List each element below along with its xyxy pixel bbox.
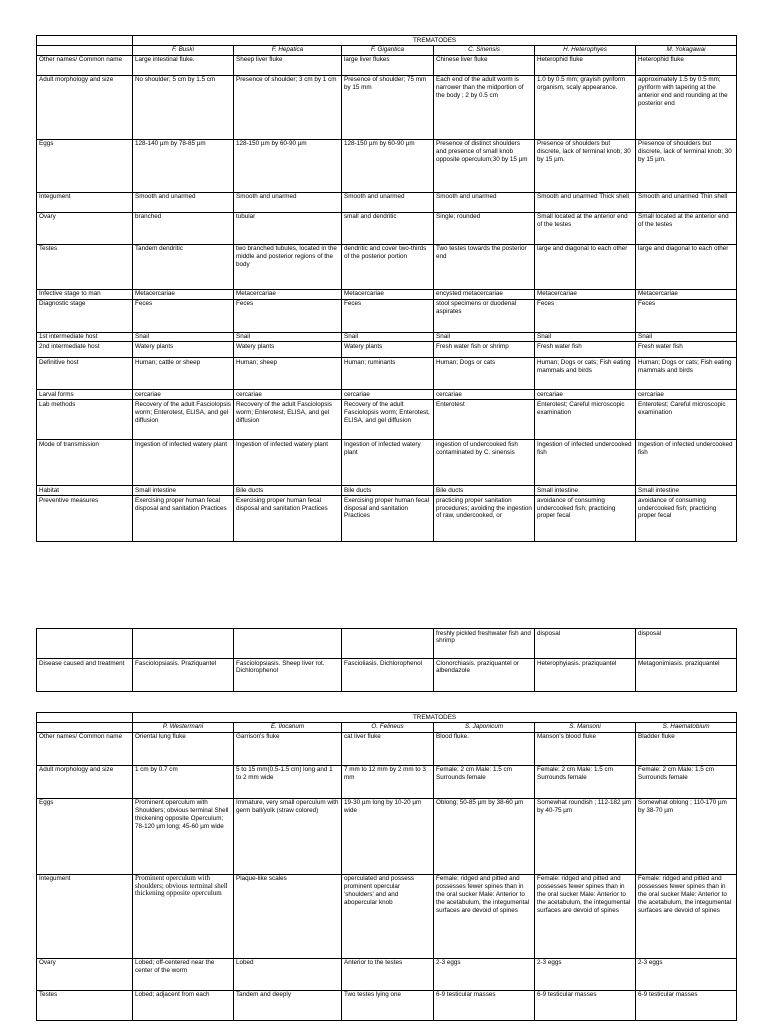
table-cell: Prominent operculum with Shoulders; obvious terminal Shell thickening opposite Operculum; 78-120 µm long; 45-60 µm wide (133, 798, 234, 874)
table-cell: Watery plants (133, 342, 234, 358)
table-cell: Enterotest; Careful microscopic examination (535, 400, 636, 440)
table-cell: Small intestine (133, 486, 234, 496)
table-cell: small and dendritic (342, 212, 434, 244)
table-cell: Large intestinal fluke. (133, 55, 234, 75)
row-label: Habitat (37, 486, 133, 496)
table-row (37, 212, 737, 244)
table-row (37, 400, 737, 440)
table-cell: Ingestion of infected undercooked fish (636, 440, 737, 486)
table-cell: avoidance of consuming undercooked fish; practicing proper fecal (636, 496, 737, 542)
row-label: Testes (37, 990, 133, 1020)
trematodes-table-2 (36, 712, 737, 1021)
table-cell: Two testes lying one (342, 990, 434, 1020)
row-label: Adult morphology and size (37, 75, 133, 139)
table-row (37, 289, 737, 299)
table-cell: Feces (342, 299, 434, 332)
table-cell: Ingestion of infected watery plant (133, 440, 234, 486)
table-cell: Metacercariae (342, 289, 434, 299)
trematodes-table-continuation (36, 628, 737, 692)
table-cell: Recovery of the adult Fasciolopsis worm; Enterotest, ELISA, and gel diffusion (234, 400, 342, 440)
table-cell: Feces (535, 299, 636, 332)
table-cell: Tandem and deeply (234, 990, 342, 1020)
species-header: S. Haematobium (636, 722, 737, 732)
row-label: Eggs (37, 139, 133, 192)
table-cell: Garrison's fluke (234, 732, 342, 765)
table-row (37, 55, 737, 75)
table-cell: Exercising proper human fecal disposal and sanitation Practices (342, 496, 434, 542)
table-row (37, 659, 737, 692)
row-label: Integument (37, 874, 133, 958)
table-cell: Lobed (234, 958, 342, 990)
table-row (37, 390, 737, 400)
table-cell: Smooth and unarmed Thin shell (636, 192, 737, 212)
table-cell: Presence of shoulders but discrete, lack of terminal knob; 30 by 15 µm. (636, 139, 737, 192)
table-cell: Chinese liver fluke (434, 55, 535, 75)
row-label: Ovary (37, 958, 133, 990)
row-label: Ovary (37, 212, 133, 244)
table-cell: Metacercariae (636, 289, 737, 299)
row-label: Diagnostic stage (37, 299, 133, 332)
row-label: Other names/ Common name (37, 732, 133, 765)
row-label: Other names/ Common name (37, 55, 133, 75)
table-cell: 6-9 testicular masses (636, 990, 737, 1020)
table-cell: Female: 2 cm Male: 1.5 cm Surrounds female (636, 765, 737, 798)
species-header: S. Japonicum (434, 722, 535, 732)
table-cell: disposal (636, 629, 737, 659)
row-label: Adult morphology and size (37, 765, 133, 798)
table-cell: Ingestion of infected undercooked fish (535, 440, 636, 486)
table-cell: cercariae (434, 390, 535, 400)
row-label: 2nd intermediate host (37, 342, 133, 358)
table-cell: Manson's blood fluke (535, 732, 636, 765)
species-header: F. Gigantica (342, 45, 434, 55)
table-cell: Fasciolopsiasis. Praziquantel (133, 659, 234, 692)
table-cell: Feces (234, 299, 342, 332)
table-row (37, 192, 737, 212)
table-cell: Feces (133, 299, 234, 332)
table-cell: Human; Dogs or cats (434, 358, 535, 390)
table-cell: Oriental lung fluke (133, 732, 234, 765)
table-cell (234, 629, 342, 659)
table-row (37, 342, 737, 358)
species-header: M. Yokagawai (636, 45, 737, 55)
row-label: Definitive host (37, 358, 133, 390)
table-cell: Human; sheep (234, 358, 342, 390)
table-cell: Watery plants (342, 342, 434, 358)
table-cell: Bile ducts (234, 486, 342, 496)
table-cell: 2-3 eggs (434, 958, 535, 990)
table-cell: large liver flukes (342, 55, 434, 75)
table-cell: Somewhat roundish ; 112-182 µm by 40-75 µm (535, 798, 636, 874)
table-cell: Metacercariae (234, 289, 342, 299)
table-cell: cercariae (234, 390, 342, 400)
table-cell: 1.0 by 0.5 mm; grayish pyriform organism, scaly appearance. (535, 75, 636, 139)
table-cell: Snail (434, 332, 535, 342)
trematodes-table-1 (36, 35, 737, 542)
row-label: Larval forms (37, 390, 133, 400)
table-row (37, 732, 737, 765)
table-cell: approximately 1.5 by 0.5 mm; pyriform with tapering at the anterior end and rounding at the posterior end (636, 75, 737, 139)
species-header: F. Buski (133, 45, 234, 55)
table-cell: Tandem dendritic (133, 244, 234, 289)
table-cell (342, 629, 434, 659)
table-cell: ingestion of undercooked fish contaminated by C. sinensis (434, 440, 535, 486)
table-cell: Enterotest (434, 400, 535, 440)
table-cell: Female: 2 cm Male: 1.5 cm Surrounds female (434, 765, 535, 798)
row-label (37, 629, 133, 659)
table-cell: Small located at the anterior end of the testes (636, 212, 737, 244)
table-cell: Prominent operculum with shoulders; obvious terminal shell thickening opposite operculum (133, 874, 234, 958)
table-cell: large and diagonal to each other (636, 244, 737, 289)
table-cell: disposal (535, 629, 636, 659)
row-label: Integument (37, 192, 133, 212)
table-cell: Exercising proper human fecal disposal and sanitation Practices (234, 496, 342, 542)
table-cell: Fresh water fish or shrimp (434, 342, 535, 358)
table-cell: Bile ducts (342, 486, 434, 496)
table-cell: encysted metacercariae (434, 289, 535, 299)
table-cell: Snail (234, 332, 342, 342)
table-row (37, 798, 737, 874)
table-cell: 2-3 eggs (535, 958, 636, 990)
row-label: Lab methods (37, 400, 133, 440)
table-cell: practicing proper sanitation procedures; avoiding the ingestion of raw, undercooked, or (434, 496, 535, 542)
table-row (37, 958, 737, 990)
table-cell: Plaque-like scales (234, 874, 342, 958)
table-cell: tubular (234, 212, 342, 244)
table-cell: cercariae (535, 390, 636, 400)
table-cell: 128-150 µm by 60-90 µm (342, 139, 434, 192)
table-cell: Clonorchiasis. praziquantel or albendazole (434, 659, 535, 692)
table-cell: 128-140 µm by 78-85 µm (133, 139, 234, 192)
table-cell: Recovery of the adult Fasciolopsis worm; Enterotest, ELISA, and gel diffusion (133, 400, 234, 440)
row-label: Disease caused and treatment (37, 659, 133, 692)
table-cell: Female: ridged and pitted and possesses fewer spines than in the oral sucker Male: Anterior to the acetabulum, the integumental surfaces are devoid of spines (535, 874, 636, 958)
row-label: Infective stage to man (37, 289, 133, 299)
table-row (37, 765, 737, 798)
table-cell: Small located at the anterior end of the testes (535, 212, 636, 244)
table-cell: Heterophid fluke (535, 55, 636, 75)
table-cell: Fresh water fish (636, 342, 737, 358)
corner-cell (37, 45, 133, 55)
table-cell: Watery plants (234, 342, 342, 358)
table-cell: Metagonimiasis. praziquantel (636, 659, 737, 692)
group-header-row (37, 36, 737, 46)
table-cell: Oblong; 50-85 µm by 38-60 µm (434, 798, 535, 874)
corner-cell (37, 713, 133, 723)
table-cell: Fasciolopsiasis. Sheep liver rot. Dichlorophenol (234, 659, 342, 692)
table-cell: Heterophyiasis. praziquantel (535, 659, 636, 692)
table-cell: Blood fluke. (434, 732, 535, 765)
table-cell: Smooth and unarmed (434, 192, 535, 212)
table-cell: Each end of the adult worm is narrower than the midportion of the body ; 2 by 0.5 cm (434, 75, 535, 139)
table-cell: Lobed; off-centered near the center of the worm (133, 958, 234, 990)
table-cell: Ingestion of infected watery plant (342, 440, 434, 486)
table-cell: Small intestine (535, 486, 636, 496)
table-cell: Human; Dogs or cats; Fish eating mammals and birds (636, 358, 737, 390)
table-row (37, 332, 737, 342)
species-header: O. Felineus (342, 722, 434, 732)
species-header: C. Sinensis (434, 45, 535, 55)
table-cell: 6-9 testicular masses (434, 990, 535, 1020)
row-label: Mode of transmission (37, 440, 133, 486)
table-cell: Smooth and unarmed (133, 192, 234, 212)
table-row (37, 629, 737, 659)
table-cell: Presence of shoulder; 75 mm by 15 mm (342, 75, 434, 139)
table-cell: Human; Dogs or cats; Fish eating mammals and birds (535, 358, 636, 390)
table-cell: Enterotest; Careful microscopic examination (636, 400, 737, 440)
table-cell: Single; rounded (434, 212, 535, 244)
table-cell: Female: 2 cm Male: 1.5 cm Surrounds female (535, 765, 636, 798)
table-cell: cercariae (342, 390, 434, 400)
table-row (37, 299, 737, 332)
table-row (37, 496, 737, 542)
table-cell: branched (133, 212, 234, 244)
table-cell: Sheep liver fluke (234, 55, 342, 75)
group-header: TREMATODES (133, 36, 737, 46)
row-label: Testes (37, 244, 133, 289)
table-cell: Metacercariae (133, 289, 234, 299)
table-cell: Smooth and unarmed (342, 192, 434, 212)
table-cell: Human; cattle or sheep (133, 358, 234, 390)
table-cell: 2-3 eggs (636, 958, 737, 990)
group-header: TREMATODES (133, 713, 737, 723)
table-cell: Smooth and unarmed (234, 192, 342, 212)
table-cell: Feces (636, 299, 737, 332)
table-cell: cercariae (636, 390, 737, 400)
row-label: 1st intermediate host (37, 332, 133, 342)
table-cell: No shoulder; 5 cm by 1.5 cm (133, 75, 234, 139)
table-cell: Metacercariae (535, 289, 636, 299)
table-cell: Female: ridged and pitted and possesses fewer spines than in the oral sucker Male: Anterior to the acetabulum, the integumental surfaces are devoid of spines (636, 874, 737, 958)
table-cell: Smooth and unarmed Thick shell (535, 192, 636, 212)
table-cell: Female: ridged and pitted and possesses fewer spines than in the oral sucker Male: Anterior to the acetabulum, the integumental surfaces are devoid of spines (434, 874, 535, 958)
table-cell: 1 cm by 0.7 cm (133, 765, 234, 798)
table-cell: Human; ruminants (342, 358, 434, 390)
table-cell: 7 mm to 12 mm by 2 mm to 3 mm (342, 765, 434, 798)
table-cell: Bladder fluke (636, 732, 737, 765)
table-cell: Exercising proper human fecal disposal and sanitation Practices (133, 496, 234, 542)
row-label: Preventive measures (37, 496, 133, 542)
species-header-row (37, 45, 737, 55)
table-cell: Fascioliasis. Dichlorophenol (342, 659, 434, 692)
group-header-row (37, 713, 737, 723)
table-cell: Lobed; adjacent from each (133, 990, 234, 1020)
table-cell: cercariae (133, 390, 234, 400)
species-header: H. Heterophyes (535, 45, 636, 55)
table-row (37, 486, 737, 496)
table-row (37, 358, 737, 390)
species-header: P. Westermani (133, 722, 234, 732)
table-cell: Immature, very small operculum with germ ball/yolk (straw colored) (234, 798, 342, 874)
table-cell: cat liver fluke (342, 732, 434, 765)
table-cell: 128-150 µm by 60-90 µm (234, 139, 342, 192)
table-cell: operculated and possess prominent opercular 'shoulders' and and abopercular knob (342, 874, 434, 958)
corner-cell (37, 722, 133, 732)
table-row (37, 244, 737, 289)
table-cell: avoidance of consuming undercooked fish; practicing proper fecal (535, 496, 636, 542)
table-row (37, 75, 737, 139)
table-cell: two branched tubules, located in the middle and posterior regions of the body (234, 244, 342, 289)
species-header: F. Hepatica (234, 45, 342, 55)
species-header: S. Mansoni (535, 722, 636, 732)
table-cell: large and diagonal to each other (535, 244, 636, 289)
table-cell: Small intestine (636, 486, 737, 496)
table-row (37, 440, 737, 486)
table-cell: Ingestion of infected watery plant (234, 440, 342, 486)
table-cell: Presence of distinct shoulders and presence of small knob opposite operculum;30 by 15 µm (434, 139, 535, 192)
table-cell: Presence of shoulder; 3 cm by 1 cm (234, 75, 342, 139)
table-cell: Snail (636, 332, 737, 342)
table-row (37, 874, 737, 958)
table-cell: stool specimens or duodenal aspirates (434, 299, 535, 332)
table-cell: Somewhat oblong ; 110-170 µm by 38-70 µm (636, 798, 737, 874)
table-cell: Two testes towards the posterior end (434, 244, 535, 289)
table-cell: freshly pickled freshwater fish and shrimp (434, 629, 535, 659)
table-cell (133, 629, 234, 659)
table-row (37, 990, 737, 1020)
table-cell: Snail (342, 332, 434, 342)
table-cell: 19-30 µm long by 10-20 µm wide (342, 798, 434, 874)
table-cell: Heterophid fluke (636, 55, 737, 75)
table-cell: Snail (535, 332, 636, 342)
species-header-row (37, 722, 737, 732)
species-header: E. Ilocanum (234, 722, 342, 732)
corner-cell (37, 36, 133, 46)
table-cell: dendritic and cover two-thirds of the posterior portion (342, 244, 434, 289)
table-cell: Bile ducts (434, 486, 535, 496)
table-cell: 6-9 testicular masses (535, 990, 636, 1020)
row-label: Eggs (37, 798, 133, 874)
table-cell: Presence of shoulders but discrete, lack of terminal knob; 30 by 15 µm. (535, 139, 636, 192)
table-cell: Fresh water fish (535, 342, 636, 358)
table-cell: Snail (133, 332, 234, 342)
table-row (37, 139, 737, 192)
table-cell: 5 to 15 mm(0.5-1.5 cm) long and 1 to 2 mm wide (234, 765, 342, 798)
table-cell: Anterior to the testes (342, 958, 434, 990)
table-cell: Recovery of the adult Fasciolopsis worm; Enterotest, ELISA, and gel diffusion (342, 400, 434, 440)
